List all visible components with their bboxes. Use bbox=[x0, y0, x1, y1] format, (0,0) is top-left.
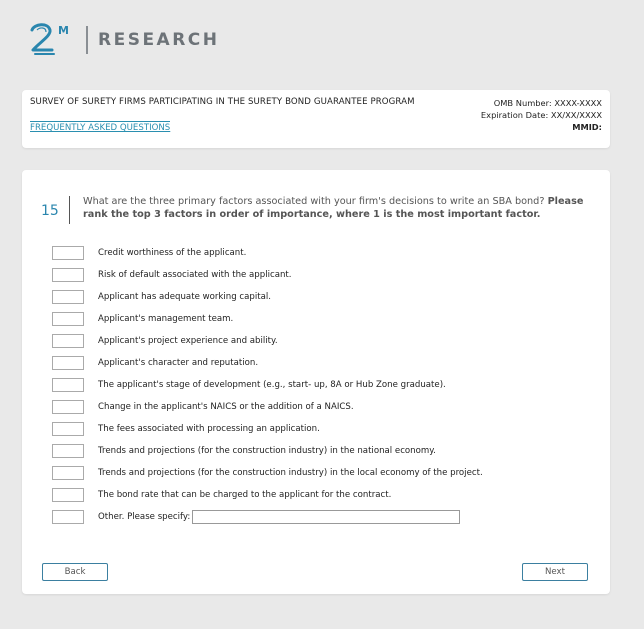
rank-input[interactable] bbox=[52, 488, 84, 502]
option-label: Credit worthiness of the applicant. bbox=[98, 248, 247, 258]
rank-input[interactable] bbox=[52, 422, 84, 436]
omb-info bbox=[481, 97, 602, 133]
option-row bbox=[52, 484, 483, 506]
option-label: Applicant's character and reputation. bbox=[98, 358, 259, 368]
option-label: Change in the applicant's NAICS or the addition of a NAICS. bbox=[98, 402, 354, 412]
option-label: The fees associated with processing an application. bbox=[98, 424, 320, 434]
rank-input[interactable] bbox=[52, 356, 84, 370]
option-label: The applicant's stage of development (e.g., start- up, 8A or Hub Zone graduate). bbox=[98, 380, 446, 390]
next-button[interactable]: Next bbox=[522, 563, 588, 581]
faq-link[interactable]: FREQUENTLY ASKED QUESTIONS bbox=[30, 123, 171, 133]
brand-name: RESEARCH bbox=[98, 30, 220, 50]
svg-text:M: M bbox=[58, 24, 69, 37]
survey-title: SURVEY OF SURETY FIRMS PARTICIPATING IN THE SURETY BOND GUARANTEE PROGRAM bbox=[30, 97, 415, 107]
omb-number: OMB Number: XXXX-XXXX bbox=[493, 98, 602, 108]
option-label: Trends and projections (for the construction industry) in the local economy of the project. bbox=[98, 468, 483, 478]
header-card bbox=[22, 90, 610, 148]
logo-divider bbox=[86, 26, 88, 54]
option-label: Trends and projections (for the construction industry) in the national economy. bbox=[98, 446, 436, 456]
back-button[interactable]: Back bbox=[42, 563, 108, 581]
rank-input[interactable] bbox=[52, 312, 84, 326]
rank-input[interactable] bbox=[52, 334, 84, 348]
option-label: Applicant has adequate working capital. bbox=[98, 292, 271, 302]
question-card bbox=[22, 170, 610, 594]
option-row bbox=[52, 242, 483, 264]
question-number: 15 bbox=[41, 203, 59, 219]
rank-input[interactable] bbox=[52, 246, 84, 260]
rank-input[interactable] bbox=[52, 466, 84, 480]
question-text bbox=[83, 195, 595, 221]
option-row bbox=[52, 440, 483, 462]
rank-input[interactable] bbox=[52, 290, 84, 304]
logo-mark-icon bbox=[28, 20, 78, 60]
rank-options-list bbox=[52, 242, 483, 528]
option-row bbox=[52, 330, 483, 352]
option-row bbox=[52, 352, 483, 374]
option-label: Applicant's management team. bbox=[98, 314, 234, 324]
question-prompt: What are the three primary factors associated with your firm's decisions to write an SBA bond? bbox=[83, 196, 545, 207]
question-instruction: Please rank the top 3 factors in order of importance, where 1 is the most important factor. bbox=[83, 196, 584, 220]
rank-input[interactable] bbox=[52, 400, 84, 414]
rank-input[interactable] bbox=[52, 444, 84, 458]
option-row bbox=[52, 418, 483, 440]
option-label: The bond rate that can be charged to the applicant for the contract. bbox=[98, 490, 392, 500]
option-row bbox=[52, 264, 483, 286]
option-row bbox=[52, 396, 483, 418]
other-specify-input[interactable] bbox=[192, 510, 460, 524]
question-divider bbox=[69, 196, 70, 224]
rank-input[interactable] bbox=[52, 268, 84, 282]
option-label: Applicant's project experience and ability. bbox=[98, 336, 278, 346]
rank-input-other[interactable] bbox=[52, 510, 84, 524]
mmid-label: MMID: bbox=[572, 122, 602, 132]
expiration-date: Expiration Date: XX/XX/XXXX bbox=[480, 110, 602, 120]
option-row bbox=[52, 462, 483, 484]
option-row bbox=[52, 374, 483, 396]
other-option-label: Other. Please specify: bbox=[98, 512, 191, 522]
rank-input[interactable] bbox=[52, 378, 84, 392]
option-row-other bbox=[52, 506, 483, 528]
option-row bbox=[52, 308, 483, 330]
option-row bbox=[52, 286, 483, 308]
brand-logo bbox=[28, 20, 220, 60]
option-label: Risk of default associated with the applicant. bbox=[98, 270, 292, 280]
